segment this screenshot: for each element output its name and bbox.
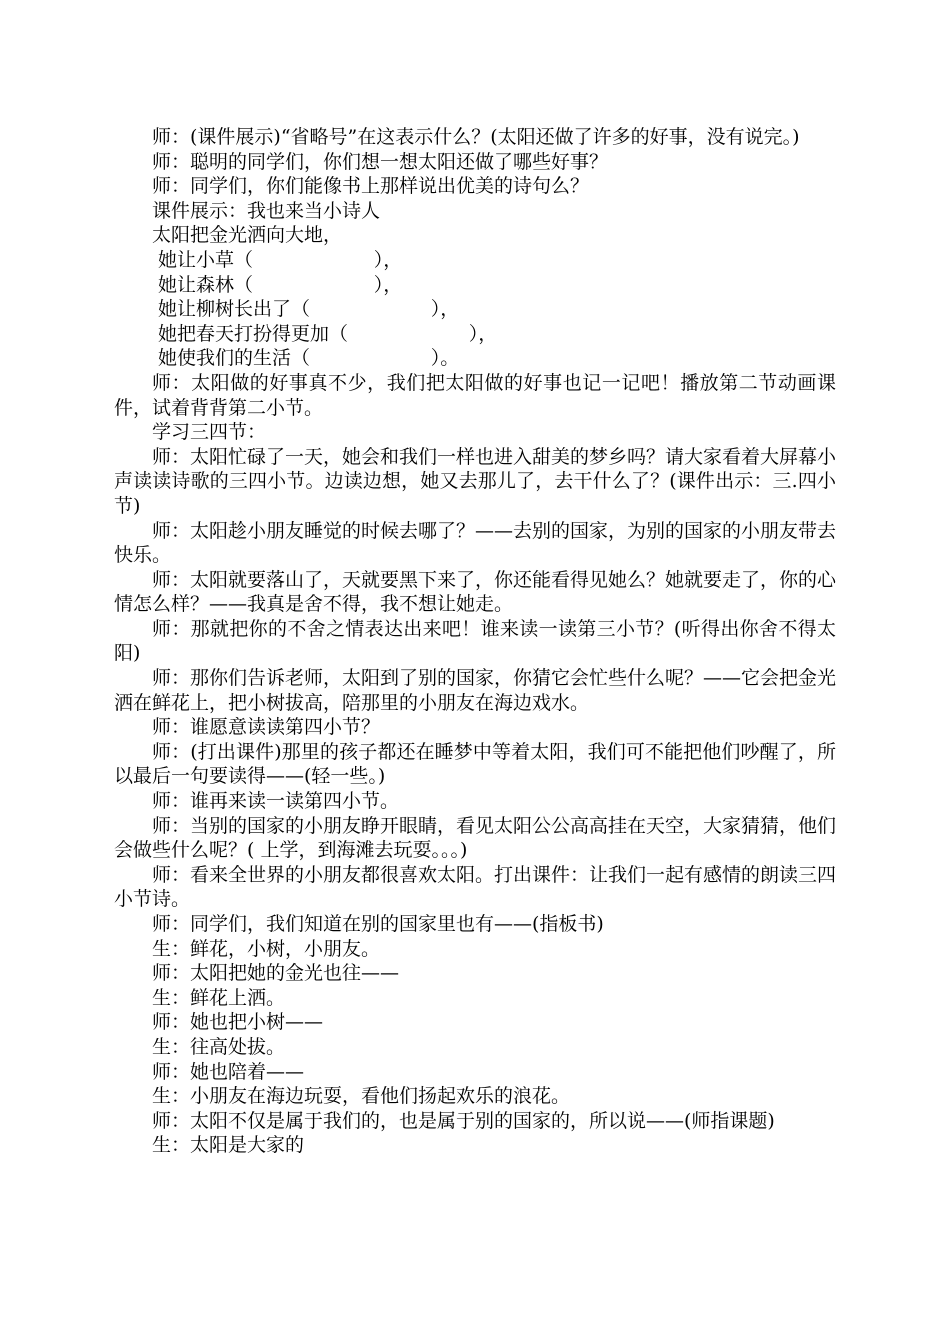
- paragraph: 课件展示：我也来当小诗人: [152, 199, 381, 222]
- document-body: [114, 125, 836, 1158]
- paragraph: 师：当别的国家的小朋友睁开眼睛，看见太阳公公高高挂在天空，大家猜猜，他们会做些什么呢？( 上学，到海滩去玩耍。。。): [114, 814, 837, 862]
- paragraph: 师：太阳不仅是属于我们的，也是属于别的国家的，所以说——(师指课题): [152, 1109, 775, 1132]
- poem-line: 太阳把金光洒向大地，: [152, 224, 343, 247]
- paragraph: 师：那就把你的不舍之情表达出来吧！谁来读一读第三小节？(听得出你舍不得太阳): [114, 617, 836, 665]
- paragraph: 师：谁愿意读读第四小节？: [152, 716, 381, 739]
- paragraph: 师：同学们，你们能像书上那样说出优美的诗句么？: [152, 175, 590, 198]
- paragraph: 学习三四节：: [152, 421, 267, 444]
- poem-line: 她让柳树长出了（ ），: [158, 298, 460, 321]
- paragraph: 生：小朋友在海边玩耍，看他们扬起欢乐的浪花。: [152, 1085, 571, 1108]
- poem-line: 她让森林（ ），: [158, 273, 403, 296]
- paragraph: 师：太阳趁小朋友睡觉的时候去哪了？——去别的国家，为别的国家的小朋友带去快乐。: [114, 519, 837, 567]
- paragraph: 师：太阳就要落山了，天就要黑下来了，你还能看得见她么？她就要走了，你的心情怎么样？——我真是舍不得，我不想让她走。: [114, 568, 837, 616]
- paragraph: 生：往高处拔。: [152, 1035, 286, 1058]
- paragraph: 师：聪明的同学们，你们想一想太阳还做了哪些好事？: [152, 150, 609, 173]
- paragraph: 师：她也把小树——: [152, 1011, 324, 1034]
- paragraph: 师：(课件展示)“省略号”在这表示什么？(太阳还做了许多的好事，没有说完。): [152, 126, 800, 148]
- paragraph: 师：那你们告诉老师，太阳到了别的国家，你猜它会忙些什么呢？——它会把金光洒在鲜花上，把小树拔高，陪那里的小朋友在海边戏水。: [114, 667, 837, 714]
- paragraph: 师：同学们，我们知道在别的国家里也有——(指板书): [152, 913, 604, 935]
- paragraph: 师：太阳把她的金光也往——: [152, 962, 400, 985]
- paragraph: 生：鲜花，小树，小朋友。: [152, 937, 381, 960]
- poem-line: 她把春天打扮得更加（ ），: [158, 322, 498, 345]
- paragraph: 师：看来全世界的小朋友都很喜欢太阳。打出课件：让我们一起有感情的朗读三四小节诗。: [114, 863, 837, 911]
- paragraph: 生：太阳是大家的: [152, 1134, 305, 1157]
- paragraph: 师：太阳忙碌了一天，她会和我们一样也进入甜美的梦乡吗？请大家看着大屏幕小声读读诗歌的三四小节。边读边想，她又去那儿了，去干什么了？(课件出示：三.四小节): [114, 445, 837, 517]
- paragraph: 生：鲜花上洒。: [152, 986, 286, 1009]
- poem-line: 她使我们的生活（ ）。: [158, 347, 460, 370]
- poem-line: 她让小草（ ），: [158, 248, 403, 271]
- paragraph: 师：太阳做的好事真不少，我们把太阳做的好事也记一记吧！播放第二节动画课件，试着背背第二小节。: [114, 371, 836, 419]
- paragraph: 师：(打出课件)那里的孩子都还在睡梦中等着太阳，我们可不能把他们吵醒了，所以最后一句要读得——(轻一些。): [114, 740, 836, 788]
- paragraph: 师：她也陪着——: [152, 1060, 305, 1083]
- paragraph: 师：谁再来读一读第四小节。: [152, 790, 400, 813]
